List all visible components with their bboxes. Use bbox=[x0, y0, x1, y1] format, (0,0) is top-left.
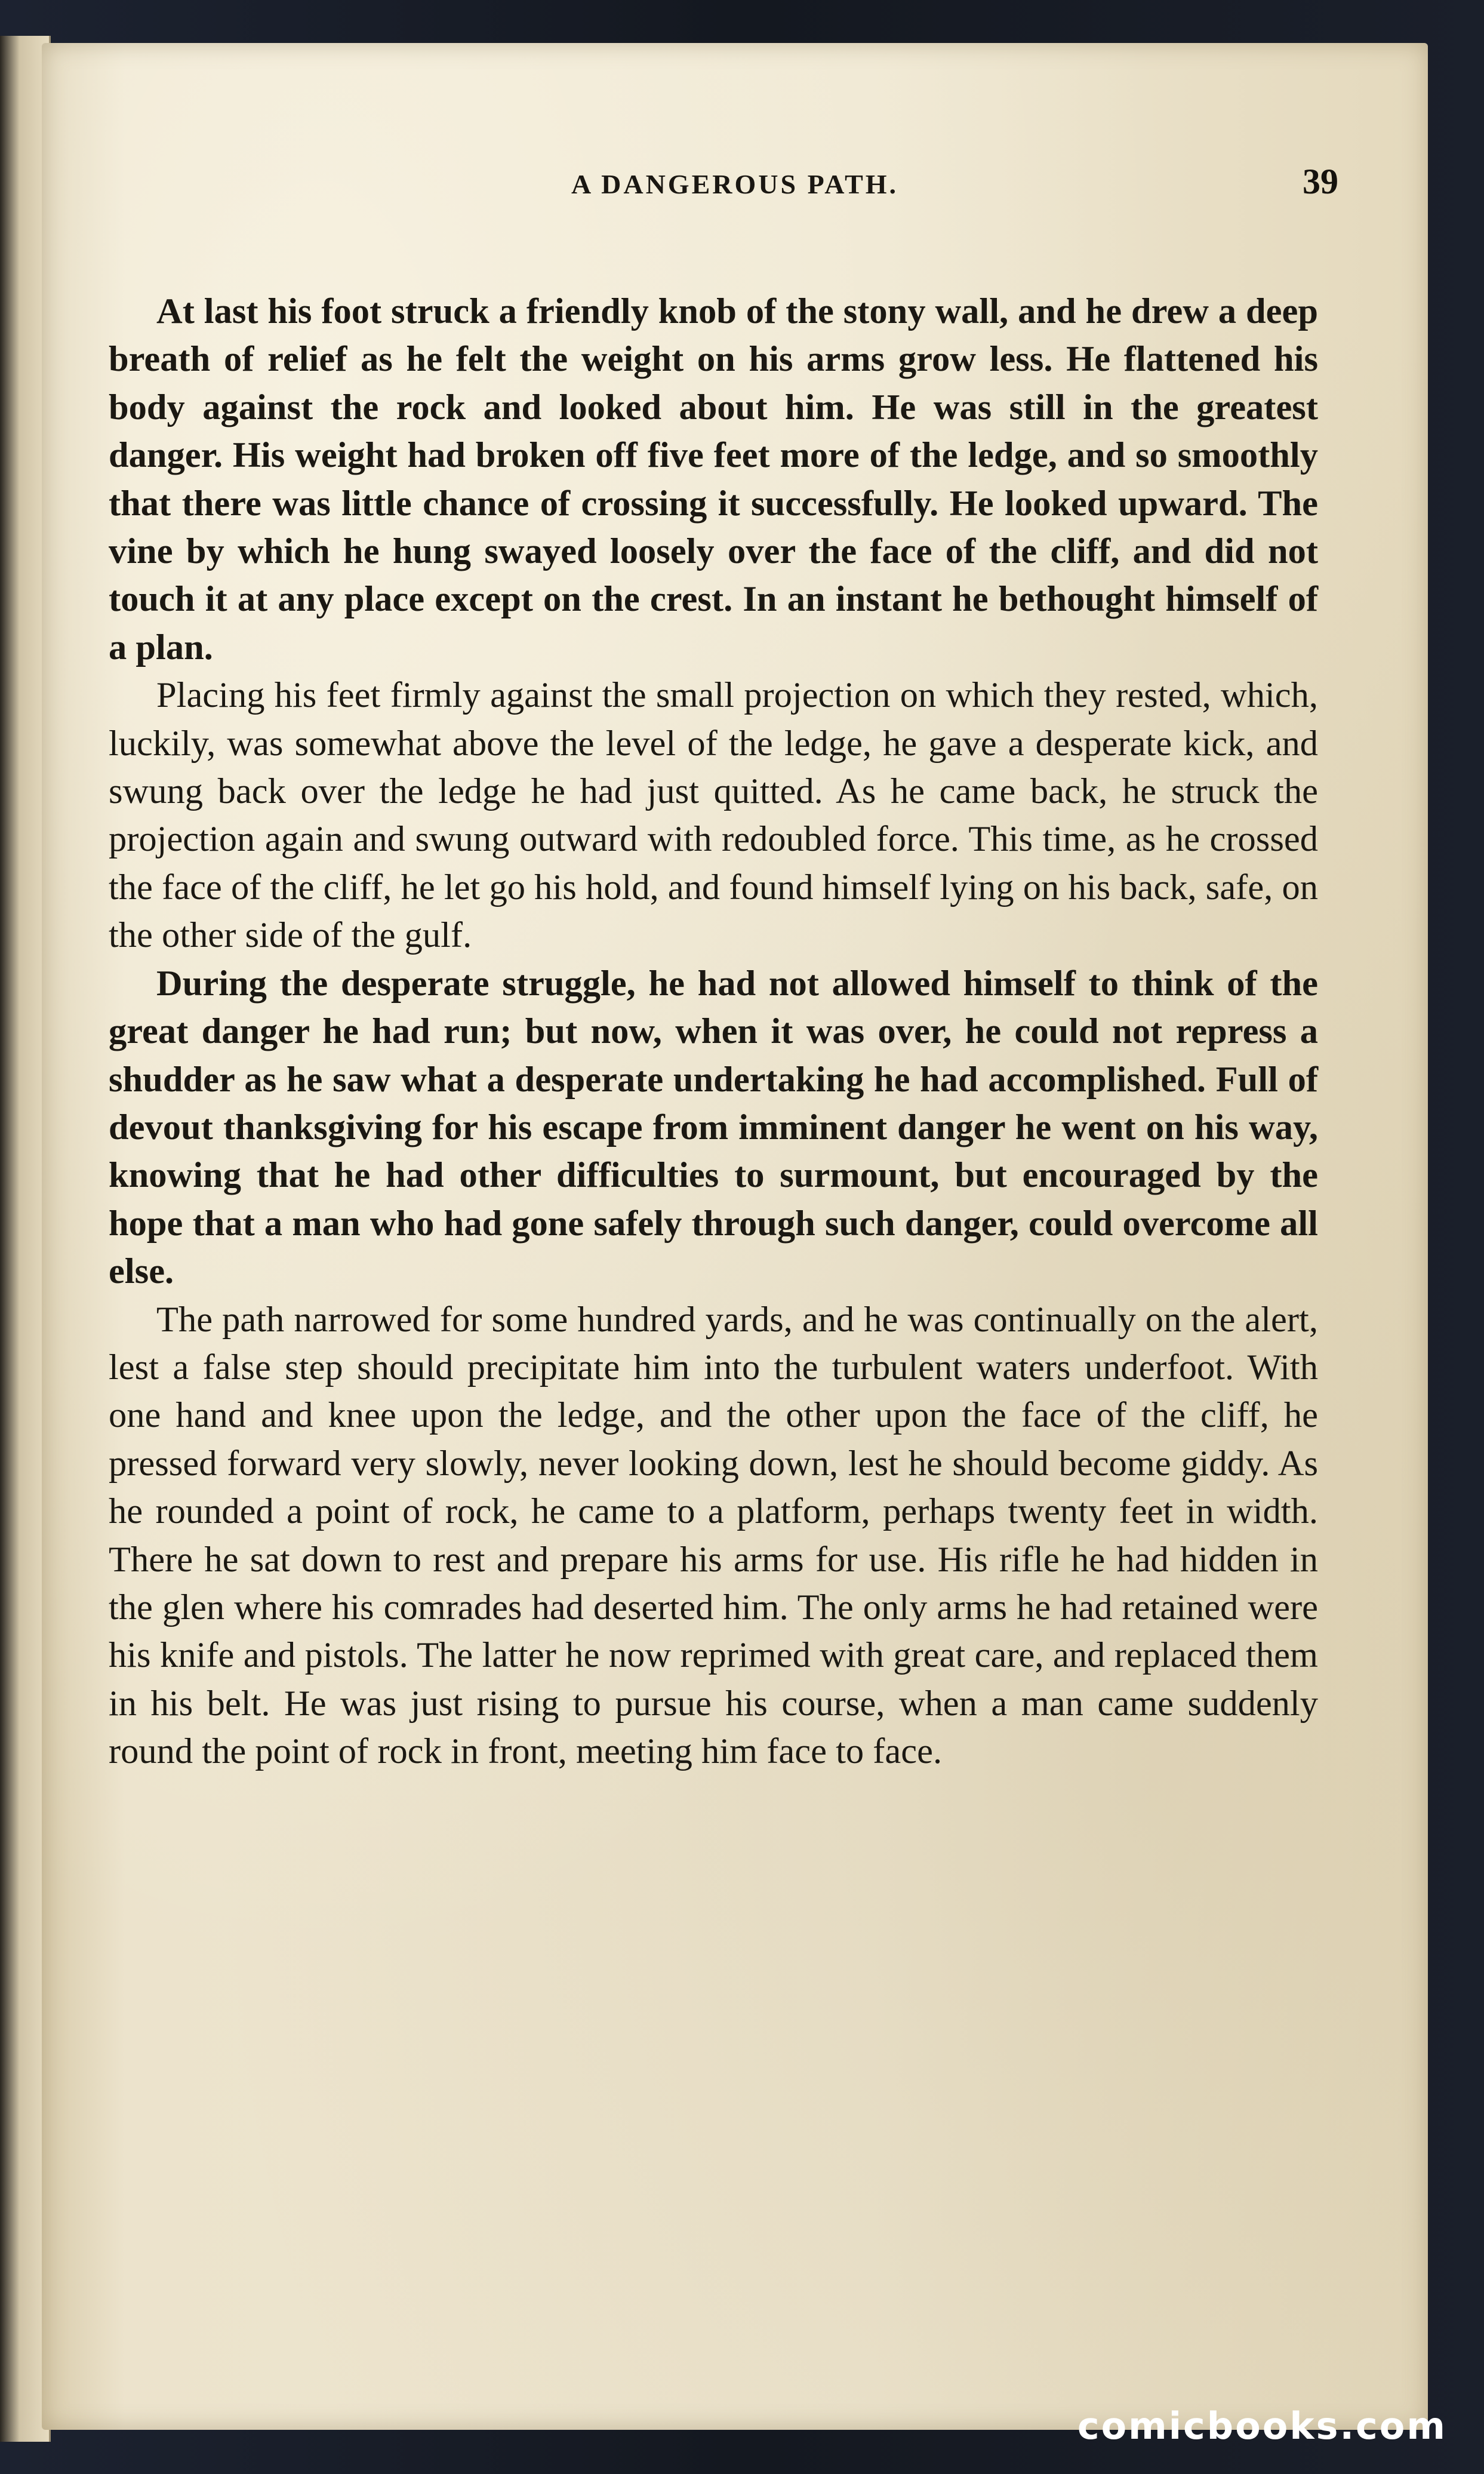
book-page bbox=[42, 43, 1428, 2430]
running-head: A DANGEROUS PATH. bbox=[571, 169, 899, 199]
page-number: 39 bbox=[1303, 162, 1338, 201]
site-watermark: comicbooks.com bbox=[1077, 2404, 1447, 2448]
body-text bbox=[109, 288, 1318, 1776]
paragraph-2: Placing his feet firmly against the small projection on which they rested, which, luckily, was somewhat above the level of the ledge, he gave a desperate kick, and swung back over the ledge he had just quitted. As he came back, he struck the projection again and swung outward with redoubled force. This time, as he crossed the face of the cliff, he let go his hold, and found himself lying on his back, safe, on the other side of the gulf. bbox=[109, 675, 1318, 956]
paragraph-1: At last his foot struck a friendly knob of the stony wall, and he drew a deep breath of relief as he felt the weight on his arms grow less. He flattened his body against the rock and looked about him. He was still in the greatest danger. His weight had broken off five feet more of the ledge, and so smoothly that there was little chance of crossing it successfully. He looked upward. The vine by which he hung swayed loosely over the face of the cliff, and did not touch it at any place except on the crest. In an instant he bethought himself of a plan. bbox=[109, 291, 1318, 667]
paragraph-3: During the desperate struggle, he had not allowed himself to think of the great danger he had run; but now, when it was over, he could not repress a shudder as he saw what a desperate undertaking he had accomplished. Full of devout thanksgiving for his escape from imminent danger he went on his way, knowing that he had other difficulties to surmount, but encouraged by the hope that a man who had gone safely through such danger, could overcome all else. bbox=[109, 963, 1318, 1292]
paragraph-4: The path narrowed for some hundred yards, and he was continually on the alert, lest a false step should precipitate him into the turbulent waters underfoot. With one hand and knee upon the ledge, and the other upon the face of the cliff, he pressed forward very slowly, never looking down, lest he should become giddy. As he rounded a point of rock, he came to a platform, perhaps twenty feet in width. There he sat down to rest and prepare his arms for use. His rifle he had hidden in the glen where his comrades had deserted him. The only arms he had retained were his knife and pistols. The latter he now reprimed with great care, and replaced them in his belt. He was just rising to pursue his course, when a man came suddenly round the point of rock in front, meeting him face to face. bbox=[109, 1299, 1318, 1772]
